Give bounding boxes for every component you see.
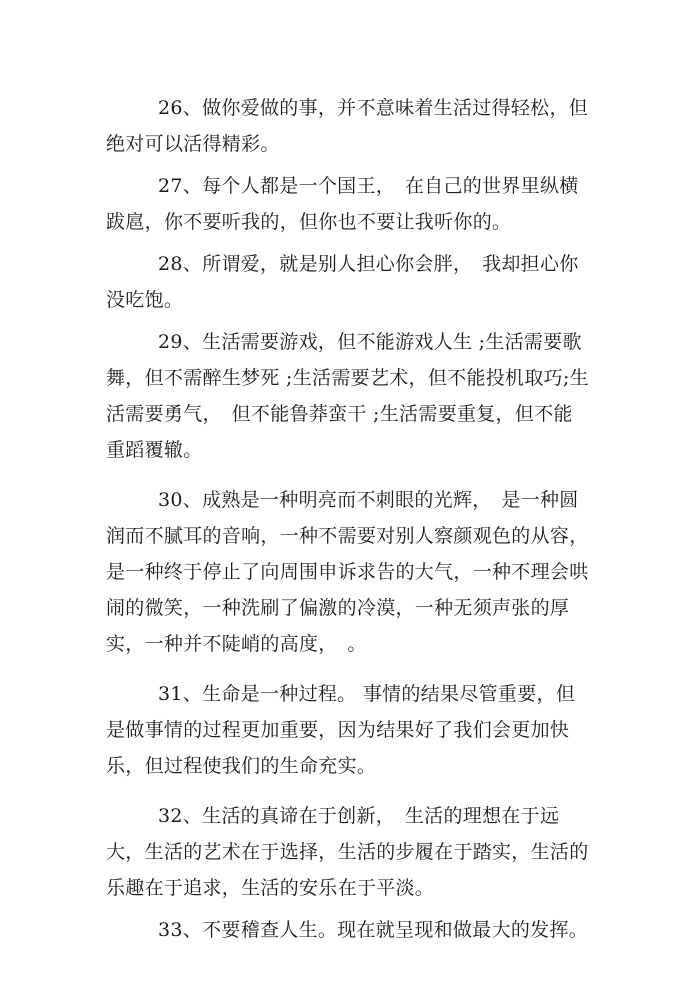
paragraph-33 — [106, 912, 592, 948]
item-number: 31、 — [158, 683, 203, 705]
paragraph-26 — [106, 90, 592, 162]
document-page — [106, 90, 592, 954]
item-number: 29、 — [158, 331, 203, 353]
paragraph-31 — [106, 676, 592, 784]
item-number: 32、 — [158, 805, 203, 827]
item-number: 30、 — [158, 489, 203, 511]
paragraph-32 — [106, 798, 592, 906]
item-text: 生活需要游戏，但不能游戏人生 ;生活需要歌舞，但不需醉生梦死 ;生活需要艺术，但不能投机取巧;生活需要勇气， 但不能鲁莽蛮干 ;生活需要重复，但不能重蹈覆辙。 — [106, 331, 589, 461]
paragraph-27 — [106, 168, 592, 240]
item-text: 生命是一种过程。 事情的结果尽管重要，但是做事情的过程更加重要，因为结果好了我们会更加快乐，但过程使我们的生命充实。 — [106, 683, 576, 777]
item-text: 不要稽查人生。现在就呈现和做最大的发挥。 — [202, 919, 589, 941]
paragraph-28 — [106, 246, 592, 318]
item-text: 成熟是一种明亮而不刺眼的光辉， 是一种圆润而不腻耳的音响，一种不需要对别人察颜观色的从容，是一种终于停止了向周围申诉求告的大气，一种不理会哄闹的微笑，一种洗刷了偏激的冷漠，一种无须声张的厚实，一种并不陡峭的高度， 。 — [106, 489, 589, 655]
item-text: 每个人都是一个国王， 在自己的世界里纵横跋扈，你不要听我的，但你也不要让我听你的。 — [106, 175, 579, 233]
item-number: 33、 — [158, 919, 203, 941]
paragraph-29 — [106, 324, 592, 468]
item-number: 26、 — [158, 97, 203, 119]
item-number: 27、 — [158, 175, 203, 197]
item-text: 所谓爱，就是别人担心你会胖， 我却担心你没吃饱。 — [106, 253, 579, 311]
item-text: 生活的真谛在于创新， 生活的理想在于远大，生活的艺术在于选择，生活的步履在于踏实，生活的乐趣在于追求，生活的安乐在于平淡。 — [106, 805, 589, 899]
item-number: 28、 — [158, 253, 203, 275]
item-text: 做你爱做的事，并不意味着生活过得轻松，但绝对可以活得精彩。 — [106, 97, 589, 155]
paragraph-30 — [106, 482, 592, 662]
